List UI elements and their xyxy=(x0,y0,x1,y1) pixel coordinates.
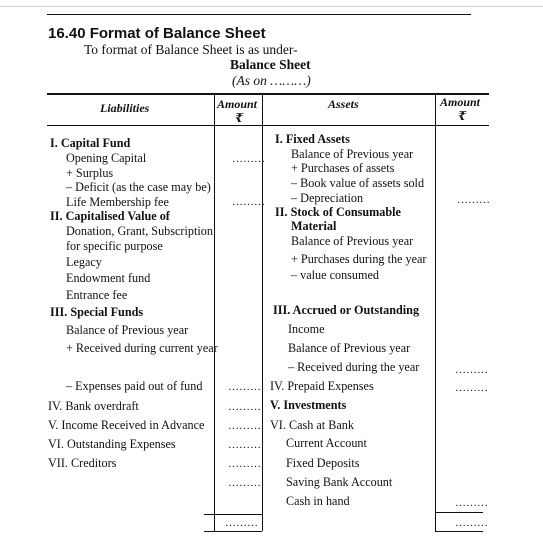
asset-line: Income xyxy=(288,322,325,336)
as-on-date: (As on ………) xyxy=(232,73,311,88)
liability-line: Entrance fee xyxy=(66,288,128,302)
rupee-symbol-right: ₹ xyxy=(458,109,467,123)
liability-line: I. Capital Fund xyxy=(50,136,131,150)
asset-line: I. Fixed Assets xyxy=(275,132,350,146)
liability-line: III. Special Funds xyxy=(50,305,144,319)
amount-placeholder: ……… xyxy=(455,497,488,509)
asset-line: II. Stock of Consumable xyxy=(275,205,401,219)
asset-line: + Purchases during the year xyxy=(291,252,427,266)
liability-line: Legacy xyxy=(66,255,102,269)
amount-placeholder: ……… xyxy=(228,477,261,489)
header-assets: Assets xyxy=(328,97,359,111)
asset-line: – Depreciation xyxy=(291,191,364,205)
liability-line: Donation, Grant, Subscription xyxy=(66,224,213,238)
asset-line: – Book value of assets sold xyxy=(291,176,425,190)
asset-line: Fixed Deposits xyxy=(286,456,360,470)
liability-line: VII. Creditors xyxy=(48,456,117,470)
liability-line: Balance of Previous year xyxy=(66,323,189,337)
amount-placeholder: ……… xyxy=(228,458,261,470)
left-total-rule-bottom xyxy=(204,531,262,532)
liability-line: + Surplus xyxy=(66,166,114,180)
heading-rule xyxy=(47,14,471,15)
asset-line: Balance of Previous year xyxy=(291,234,414,248)
asset-line: – Received during the year xyxy=(288,360,420,374)
amount-placeholder: ……… xyxy=(455,382,488,394)
asset-line: + Purchases of assets xyxy=(291,161,395,175)
amount-placeholder: ……… xyxy=(228,401,261,413)
asset-line: Saving Bank Account xyxy=(286,475,393,489)
right-total-rule-bottom xyxy=(435,531,483,532)
column-divider-3 xyxy=(435,93,436,531)
asset-line: V. Investments xyxy=(270,398,347,412)
amount-placeholder: ……… xyxy=(457,194,490,206)
right-total-rule-top xyxy=(435,512,483,513)
rupee-symbol-left: ₹ xyxy=(235,111,244,125)
asset-line: Material xyxy=(291,219,337,233)
liability-line: Life Membership fee xyxy=(66,195,169,209)
liability-line: – Expenses paid out of fund xyxy=(66,379,203,393)
header-amount-right: Amount xyxy=(440,95,481,109)
liability-line: Endowment fund xyxy=(66,271,151,285)
liability-line: – Deficit (as the case may be) xyxy=(66,180,211,194)
asset-line: Balance of Previous year xyxy=(291,147,414,161)
page-top-border xyxy=(0,6,543,7)
liability-line: + Received during current year xyxy=(66,341,218,355)
left-total-rule-top xyxy=(204,514,262,515)
asset-line: Current Account xyxy=(286,436,367,450)
intro-text: To format of Balance Sheet is as under- xyxy=(84,42,298,57)
balance-sheet-title: Balance Sheet xyxy=(230,57,311,72)
liability-line: VI. Outstanding Expenses xyxy=(48,437,176,451)
header-liabilities: Liabilities xyxy=(100,101,150,115)
amount-placeholder: ……… xyxy=(228,439,261,451)
liability-line: II. Capitalised Value of xyxy=(50,209,170,223)
liability-line: for specific purpose xyxy=(66,239,163,253)
amount-placeholder: ……… xyxy=(228,381,261,393)
amount-placeholder: ……… xyxy=(455,364,488,376)
amount-placeholder: ……… xyxy=(228,420,261,432)
header-amount-left: Amount xyxy=(217,97,258,111)
amount-placeholder: ……… xyxy=(232,153,265,165)
header-bottom-rule xyxy=(47,125,489,126)
asset-line: IV. Prepaid Expenses xyxy=(270,379,374,393)
amount-placeholder: ……… xyxy=(232,196,265,208)
amount-total-placeholder: ……… xyxy=(225,517,258,529)
liability-line: IV. Bank overdraft xyxy=(48,399,139,413)
liability-line: V. Income Received in Advance xyxy=(48,418,205,432)
asset-line: Cash in hand xyxy=(286,494,350,508)
asset-line: III. Accrued or Outstanding xyxy=(273,303,420,317)
asset-line: VI. Cash at Bank xyxy=(270,418,354,432)
amount-total-placeholder: ……… xyxy=(455,517,488,529)
column-divider-1 xyxy=(214,93,215,531)
asset-line: Balance of Previous year xyxy=(288,341,411,355)
table-top-rule xyxy=(47,93,489,95)
liability-line: Opening Capital xyxy=(66,151,147,165)
section-heading: 16.40 Format of Balance Sheet xyxy=(48,25,266,42)
asset-line: – value consumed xyxy=(291,268,379,282)
